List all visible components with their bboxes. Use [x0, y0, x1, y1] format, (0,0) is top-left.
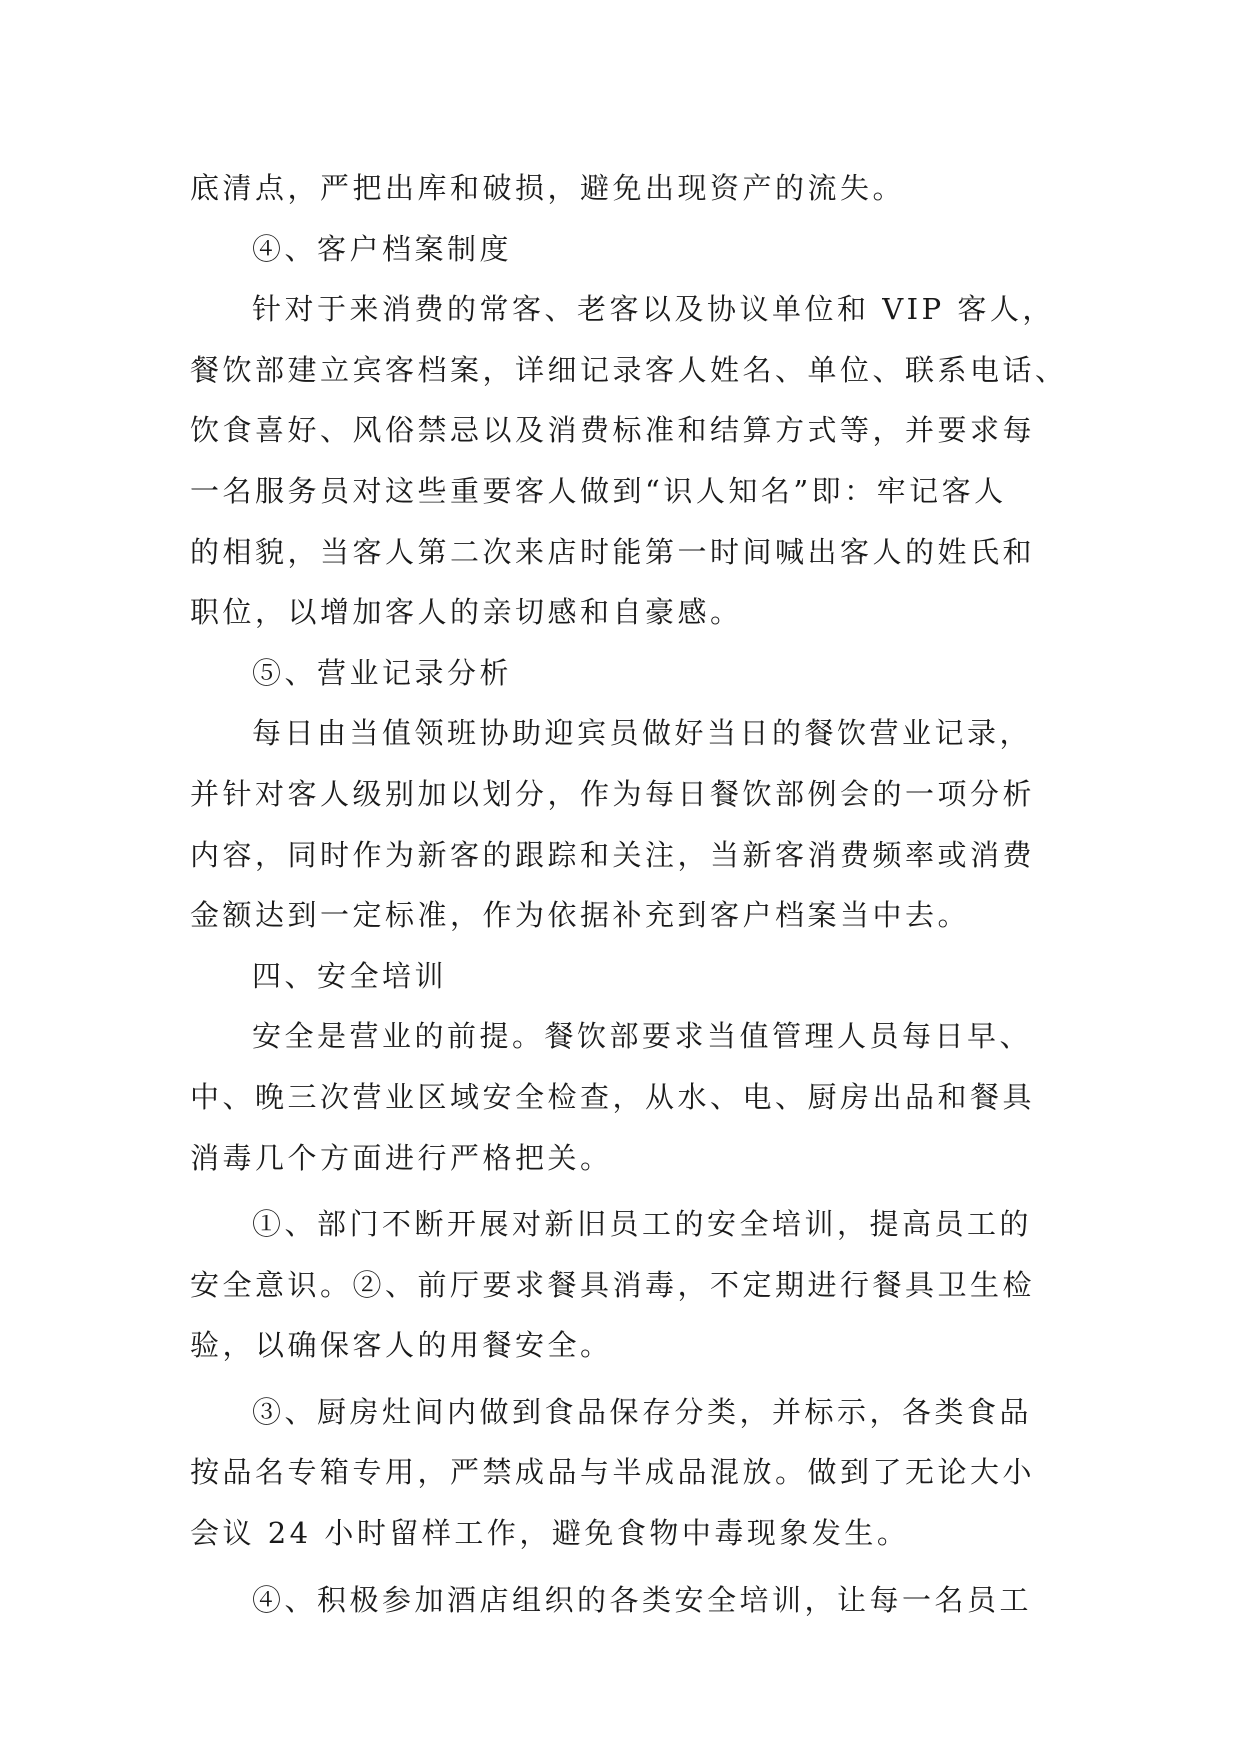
text-line-19: 安全意识。②、前厅要求餐具消毒，不定期进行餐具卫生检	[190, 1267, 1036, 1302]
text-line-13: 金额达到一定标准，作为依据补充到客户档案当中去。	[190, 898, 971, 933]
text-line-5: 饮食喜好、风俗禁忌以及消费标准和结算方式等，并要求每	[190, 413, 1036, 448]
text-line-7: 的相貌，当客人第二次来店时能第一时间喊出客人的姓氏和	[190, 534, 1036, 569]
text-line-22: 按品名专箱专用，严禁成品与半成品混放。做到了无论大小	[190, 1455, 1036, 1490]
text-line-15: 安全是营业的前提。餐饮部要求当值管理人员每日早、	[252, 1019, 1033, 1054]
text-line-24: ④、积极参加酒店组织的各类安全培训，让每一名员工	[252, 1582, 1033, 1617]
text-line-6: 一名服务员对这些重要客人做到“识人知名”即：牢记客人	[190, 473, 1007, 508]
text-line-4: 餐饮部建立宾客档案，详细记录客人姓名、单位、联系电话、	[190, 352, 1068, 387]
text-line-11: 并针对客人级别加以划分，作为每日餐饮部例会的一项分析	[190, 776, 1036, 811]
text-line-23: 会议 24 小时留样工作，避免食物中毒现象发生。	[190, 1516, 910, 1551]
document-body	[190, 158, 1070, 1630]
text-line-3: 针对于来消费的常客、老客以及协议单位和 VIP 客人，	[252, 292, 1055, 327]
text-line-17: 消毒几个方面进行严格把关。	[190, 1140, 613, 1175]
text-line-12: 内容，同时作为新客的跟踪和关注，当新客消费频率或消费	[190, 837, 1036, 872]
text-line-18: ①、部门不断开展对新旧员工的安全培训，提高员工的	[252, 1207, 1033, 1242]
text-line-21: ③、厨房灶间内做到食品保存分类，并标示，各类食品	[252, 1394, 1033, 1429]
text-line-16: 中、晚三次营业区域安全检查，从水、电、厨房出品和餐具	[190, 1079, 1036, 1114]
text-line-1: 底清点，严把出库和破损，避免出现资产的流失。	[190, 171, 906, 205]
text-line-10: 每日由当值领班协助迎宾员做好当日的餐饮营业记录，	[252, 716, 1033, 751]
text-line-20: 验，以确保客人的用餐安全。	[190, 1328, 613, 1363]
item-heading-customer-archive: ④、客户档案制度	[252, 231, 513, 266]
text-line-8: 职位，以增加客人的亲切感和自豪感。	[190, 595, 743, 630]
item-heading-business-records: ⑤、营业记录分析	[252, 655, 513, 690]
section-heading-safety-training: 四、安全培训	[252, 958, 448, 993]
